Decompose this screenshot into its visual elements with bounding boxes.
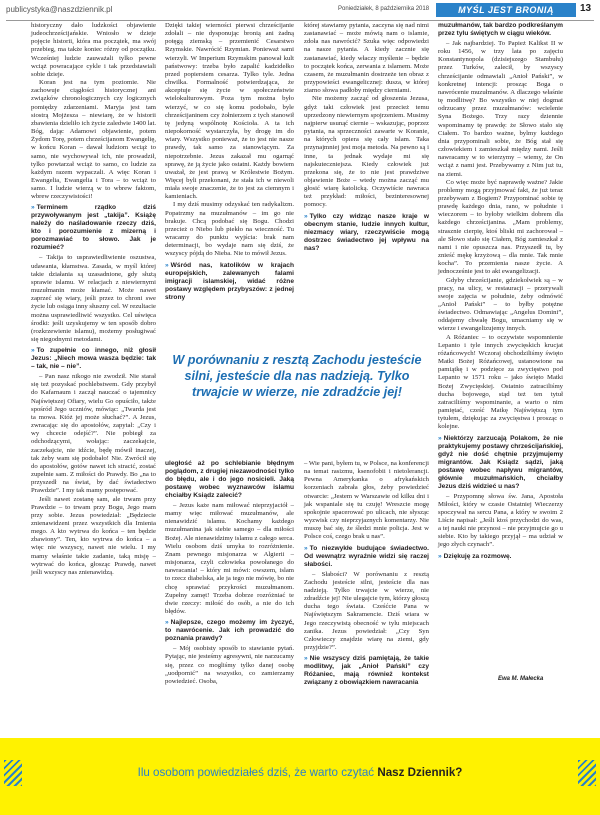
paragraph: Nie możemy zacząć od głoszenia Jezusa, gdyż taki człowiek jest przecież temu uprzedzony niewiernym spojrzeniem. Musimy najpierw usunąć ciernie – wskazując, poprzez pytania, na sprzeczności zawarte w Koranie, na których opiera się cały islam. Taka przynajmniej jest moja metoda. Na pewno są i inne, ta jednak wydaje mi się najskuteczniejsza. Kiedy człowiek już przekona się, że to nie jest prawdziwe objawienie Boże – wtedy można zacząć mu głosić wiarę katolicką. Oczywiście nawraca też przykład: miłości, bezinteresownej pomocy. (304, 95, 429, 209)
page-number: 13 (580, 3, 592, 14)
interview-question (31, 204, 156, 252)
paragraph: Dzięki takiej wierności pierwsi chrześcijanie zdołali – nie dysponując bronią ani żadną potęgą ziemską – przemienić Cesarstwo Rzymskie. Nawrócić Rzymian. Ponieważ sami wierzyli. W Imperium Rzymskim panował kult państwowy: trzeba było zapalić kadzidełko przed popiersiem cesarza. Tylko tyle. Jedna chwilka. Formalność potwierdzająca, że akceptuje się życie w społeczeństwie wielokulturowym. Poza tym można było wierzyć, w co się komu podobało, byle chrześcijaninem czy żołnierzem z tych stanowił tę jedyną wspólnotę Kościoła. A ta ich niepokorność wystarczyła, by drogę im do wiary. Wszystko ponieważ, że to jest nie nasze prawdy, tak samo za stanowiącym. Za niepotrzebnie. Jezus zakazał mu ogarnąć sprawę, że ją życie jako ostatni. Każdy bowiem uważał, że jest prawą w Królestwie Bożym. Więcej byli przekonani, że stała ich w niewoli miała swoje znaczenie, że to jest za ciemnym i kamieniach. (165, 22, 294, 201)
paragraph: Jeśli nawet zostanę sam, ale trwam przy Prawdzie – to trwam przy Bogu, Jego mam przy sobie. Jezus powiedział: „Będziecie znienawidzeni przez wszystkich dla Imienia mego. A kto wytrwa do końca – ten będzie zbawiony”. Ten, kto wytrwa do końca – a więc nie wszyscy, nawet nie wielu. I my mamy właśnie takie zadanie, taką misję – wytrwać do końca, głosząc Prawdę, nawet jeśli wszyscy nas znienawidzą. (31, 495, 156, 576)
chevron-right-icon: » (304, 655, 308, 663)
brand-name: Nasz Dziennik (377, 766, 456, 779)
question-text: Wśród nas, katolików w krajach europejskich, zalewanych falami imigracji islamskiej, widać różne postawy względem przybyszów: z jednej strony (165, 261, 294, 301)
banner-message (0, 766, 600, 779)
article-column-1 (31, 22, 156, 636)
chevron-right-icon: » (304, 212, 308, 220)
paragraph: – Pan nasz nikogo nie zwodził. Nie starał się też pozyskać pochlebstwem. Gdy przybył do Kafarnaum i zaczął nauczać o tajemnicy Najświętszej Ofiary, wielu Go opuściło, także spośród Jego uczniów, mówiąc: „Twarda jest ta mowa. Któż jej może słuchać?”. A Jezus, zwracając się do apostołów, zapytał: „Czy i wy chcecie odejść?”. Nie pobiegł za odchodzącymi, wołając: zaczekajcie, zaczekajcie, nie idźcie, będę mówił inaczej, tak żeby wam się podobało! Nie. Zwrócił się do apostołów, gotów nawet ich stracić, zostać zupełnie sam. Z miłości do Prawdy. Bo „na to przyszedł na świat, by dać świadectwo Prawdzie”. I my tak mamy postępować. (31, 373, 156, 495)
paragraph: – Przypomnę słowa św. Jana, Apostoła Miłości, który w czasie Ostatniej Wieczerzy spoczywał na sercu Pana, a który w swoim 2 Liście napisał: „Jeśli ktoś przychodzi do was, a tej nauki nie przynosi – nie przyjmujcie go u siebie. Kto by takiego przyjął – ma udział w jego złych czynach”. (438, 492, 563, 549)
question-text: To niezwykłe budujące świadectwo. Od wewnątrz wyraźnie widzi się raczej słabości. (304, 544, 429, 568)
chevron-right-icon: » (304, 544, 308, 552)
interview-question (165, 619, 294, 643)
paragraph: – Jak najbardziej. To Papież Kalikst II w roku 1456, w trzy lata po zajęciu Konstantynopola (dzisiejszego Stambułu) przez Turków, zalecił, by wszyscy chrześcijanie odmawiali „Anioł Pański”, w konkretnej intencji: prosząc Boga o nawrócenie muzułmanów. A dlaczego właśnie tę modlitwę? Bo wszystko w niej dogmat odrzucany przez muzułmanów: wcielenie Syna Bożego. Trzy razy dziennie wspominamy tę prawdę: że Słowo stało się Ciałem. To bardzo ważne, bylmy każdego dnia przypominali sobie, że Bóg stał się człowiekiem i zamieszkał między nami. Jeśli nawracamy w to wierzymy – wiemy, że On wciąż z nami jest. Przebywamy z Nim już tu, na ziemi. (438, 40, 563, 178)
paragraph: – Słabości? W porównaniu z resztą Zachodu jesteście silni, jesteście dla nas nadzieją. Tylko trwajcie w wierze, nie zdradźcie jej! Nie ulegajcie tym, którzy głoszą ducha tego świata. Cześćcie Pana w Najświętszym Sakramencie. Dziś wiara w Jego rzeczywistą obecność w tylu miejscach zanika. Jezus powiedział: „Czy Syn Człowieczy znajdzie wiarę na ziemi, gdy przyjdzie?”. (304, 570, 429, 651)
paragraph: I my dziś musimy odzyskać ten radykalizm. Popatrzmy na muzułmanów – im go nie brakuje. Chcą podobać się Bogu. Chodzi przecież o Niebo lub piekło na wieczność. Tu wracamy do punktu wyjścia: brak nam determinacji, bo wydaje nam się dziś, że wszyscy pójdą do Nieba. Nie to mówił Jezus. (165, 201, 294, 258)
stripe-decoration (578, 760, 596, 786)
question-text: Tylko czy widząc nasze kraje w obecnym stanie, ludzie innych kultur, niezmacy wiary, rzeczywiście mogą dostrzec świadectwo jej wpływu na nas? (304, 212, 429, 252)
section-email[interactable]: publicystyka@naszdziennik.pl (6, 5, 113, 14)
paragraph: Co więc może być naprawdę ważne? Jakie problemy mogą przyjmować fakt, że już teraz przebywam z Bogiem? Przypominać sobie tę prawdę każdego dnia, rano, w południe i wieczorem – to byłoby wielkim dobrem dla każdego chrześcijanina. „Mam problemy, strasznie cierpię, ktoś bliski mi zachorował – ale Słowo stało się Ciałem, Bóg zamieszkał z nami i nie opuszcza nas. Przyszedł tu, by znieść mękę krzyżową – dla mnie. Tak mnie kocha”. To przemienia nasze życie. A jednocześnie jest to akt ewangelizacji. (438, 178, 563, 276)
promo-banner (0, 738, 600, 815)
issue-date: Poniedziałek, 8 października 2018 (338, 6, 430, 12)
question-text: Niektórzy zarzucają Polakom, że nie praktykujemy postawy chrześcijańskiej, gdyż nie dość chętnie przyjmujemy migrantów. Jak Ksiądz sądzi, jaką postawę wobec napływu migrantów, głównie muzułmańskich, chciałby Jezus dziś widzieć u nas? (438, 434, 563, 490)
pull-quote: W porównaniu z resztą Zachodu jesteście silni, jesteście dla nas nadzieją. Tylko trwajcie w wierze, nie zdradźcie jej! (172, 353, 422, 399)
paragraph: Koran jest na tym poziomie. Nie zachowuje ciągłości historycznej ani związków chronologicznych czy logicznych pomiędzy zdarzeniami. Maryja jest tam siostrą Mojżesza – niewiarę, że w historii zbawienia dzieliło ich życie zaledwie 1400 lat. Bóg, dając Adamowi objawienie, potem Żydom Torę, potem chrześcijanom Ewangelię, w końcu Koran – dawał ludziom wciąż to samo, nie wychowywał ich, nie prowadził, tylko powtarzał wciąż to samo, co ludzie za każdym razem wypaczali. A więc Koran i Ewangelia, Ewangelia i Tora – to wciąż to samo. I ludzie wierzą w to wbrew faktom, wbrew rzeczywistości! (31, 79, 156, 201)
question-text: Nie wszyscy dziś pamiętają, że takie modlitwy, jak „Anioł Pański” czy Różaniec, mają również kontekst związany z obowiązkiem nawracania (304, 655, 429, 687)
paragraph: historyczny dało ludzkości objawienie judeochrześcijańskie. Wniosło w dzieje pojęcie historii, która ma początek, ma swój przebieg, ma także koniec różny od początku. Wcześniej ludzie zauważali tylko pewne wciąż powracające cykle i tak przedstawiali sobie dzieje. (31, 22, 156, 78)
article-column-3 (304, 22, 429, 337)
interview-question-continued: uległość aż po schlebianie błędnym poglądom, z drugiej niezawodności tylko do błędu, ale i do jego nosicieli. Jaką postawę wobec wyznawców islamu chciałby Ksiądz zalecić? (165, 460, 294, 499)
paragraph: A Różaniec – to oczywiste wspomnienie Lepanto i tyle innych zwycięskich krucjat różańcowych! Wczoraj obchodziliśmy święto Matki Bożej Różańcowej, ustanowione na pamiątkę i w podzięce za zwycięstwo pod Lepanto w 1571 roku – jako święto Matki Bożej Zwycięskiej. Ostatnio zatraciliśmy ducha bojowego, stąd też ten tytuł zatraciliśmy wspominanie, a warto o nim pamiętać, cześć Matkę Najświętszą tym tytułem, dziękując za zwycięstwa i prosząc o kolejne. (438, 333, 563, 431)
question-text: Najlepsze, czego możemy im życzyć, to nawrócenie. Jak ich prowadzić do poznania prawdy? (165, 619, 294, 643)
article-column-6 (304, 460, 429, 687)
interview-question (304, 545, 429, 569)
paragraph: – Mój osobisty sposób to stawianie pytań. Pytając, nie jesteśmy agresywni, nie narzucamy się, przez co mogliśmy tylko danej osobę „uodpornić” na wszystko, co zamierzamy powiedzieć. Osoba, (165, 645, 294, 685)
article-column-2 (165, 22, 294, 337)
paragraph: – Jezus każe nam miłować nieprzyjaciół – mamy więc miłować muzułmanów, ale nienawidzić islamu. Kochamy każdego muzułmanina jak siebie samego – dla miłości Bożej. Ale nienawidzimy islamu z całego serca. Wielu osobom dziś umyka to rozróżnienie. Znam pewnego misjonarza w Algierii – misjonarza, czyli człowieka powołanego do nawracania! – który mi mówi: owszem, islam to rzecz diabelska, ale ja tego nie mówię, bo nie chcę sprawiać przykrości muzułmanom. Zupełny zamęt! Trzeba dobrze rozróżniać te dwie rzeczy: miłość do osób, a nie do ich błędów. (165, 502, 294, 616)
interview-question (304, 655, 429, 687)
section-title: MYŚL JEST BRONIĄ (436, 3, 576, 17)
paragraph: – Takija to usprawiedliwienie oszustwa, udawania, kłamstwa. Zasada, w myśl której takie działania są uzasadnione, gdy służą sprawie islamu. W relacjach z niewiernymi muzułmanin może kłamać. Może nawet zaprzeć się wiary, jeśli przez to chroni swe życie lub osiąga inny słuszny cel. W rezultacie można usprawiedliwić wszystko. Cel uświęca środki: jeśli uzyskujemy w ten sposób dobro (rozkrzewienie islamu), możemy posługiwać się niegodnymi metodami. (31, 254, 156, 343)
paragraph: Gdyby chrześcijanie, gdziekolwiek są – w pracy, na ulicy, w restauracji – przerywali swoje zajęcia w południe, żeby odmówić „Anioł Pański” – to byłby potężne świadectwo. Odmawiając „Angelus Domini”, oddajemy chwałę Bogu, umacniamy się w wierze i ewangelizujemy innych. (438, 276, 563, 333)
interview-question (438, 435, 563, 491)
chevron-right-icon: » (165, 261, 169, 269)
interview-question (31, 347, 156, 371)
chevron-right-icon: » (438, 434, 442, 442)
author-signature: Ewa M. Małecka (498, 676, 544, 682)
chevron-right-icon: » (31, 204, 35, 212)
interview-question (304, 213, 429, 253)
page-header (0, 0, 600, 22)
chevron-right-icon: » (438, 552, 442, 560)
article-column-5 (165, 460, 294, 685)
banner-suffix: ? (455, 766, 463, 779)
question-text: To zupełnie co innego, niż głosił Jezus: „Niech mowa wasza będzie: tak – tak, nie – nie”. (31, 347, 156, 371)
interview-question-continued: muzułmanów, tak bardzo podkreślanym przez tylu świętych w ciągu wieków. (438, 22, 563, 37)
closing-line (438, 553, 563, 561)
banner-text: Ilu osobom powiedziałeś dziś, że warto czytać (137, 766, 375, 779)
article-column-4 (438, 22, 563, 672)
paragraph: – Wie pani, byłem tu, w Polsce, na konferencji na temat rasizmu, ksenofobii i nietolerancji. Pewna Amerykanka o afrykańskich korzeniach zabrała głos, żeby powiedzieć otwarcie: „Jestem w Warszawie od kilku dni i jak wspaniale się tu czuję! Wreszcie mogę spokojnie spacerować po ulicach, nie słysząc wyzwisk czy nieprzyjaznych komentarzy. Nie muszę bać się, że śledzi mnie policja. Jest w Polsce coś, czego brak u nas”. (304, 460, 429, 541)
paragraph: której stawiamy pytania, zaczyna się nad nimi zastanawiać – może mówią nam o islamie, zdoła nas nawrócić? Szuka więc odpowiedzi na nasze pytania. A kiedy zacznie się zastanawiać, kiedy właczy myślenie – będzie to początek końca, zerwania z islamem. Może czasem, że muzułmanin dostrzeże ten obraz z przypowieści ewangelicznej: dusza, w której ziarno słowa padłoby między cierniami. (304, 22, 429, 95)
chevron-right-icon: » (31, 347, 35, 355)
header-divider (6, 20, 594, 21)
question-text: Terminem rządko dziś przywoływanym jest „takija”. Książę należy do naśladowanie rzeczy dziś, kto i porozumienie z mizerną i porozmawiać to słowo. Jak je rozumieć? (31, 204, 156, 252)
chevron-right-icon: » (165, 619, 169, 627)
question-text: Dziękuję za rozmowę. (443, 552, 512, 560)
interview-question (165, 262, 294, 302)
